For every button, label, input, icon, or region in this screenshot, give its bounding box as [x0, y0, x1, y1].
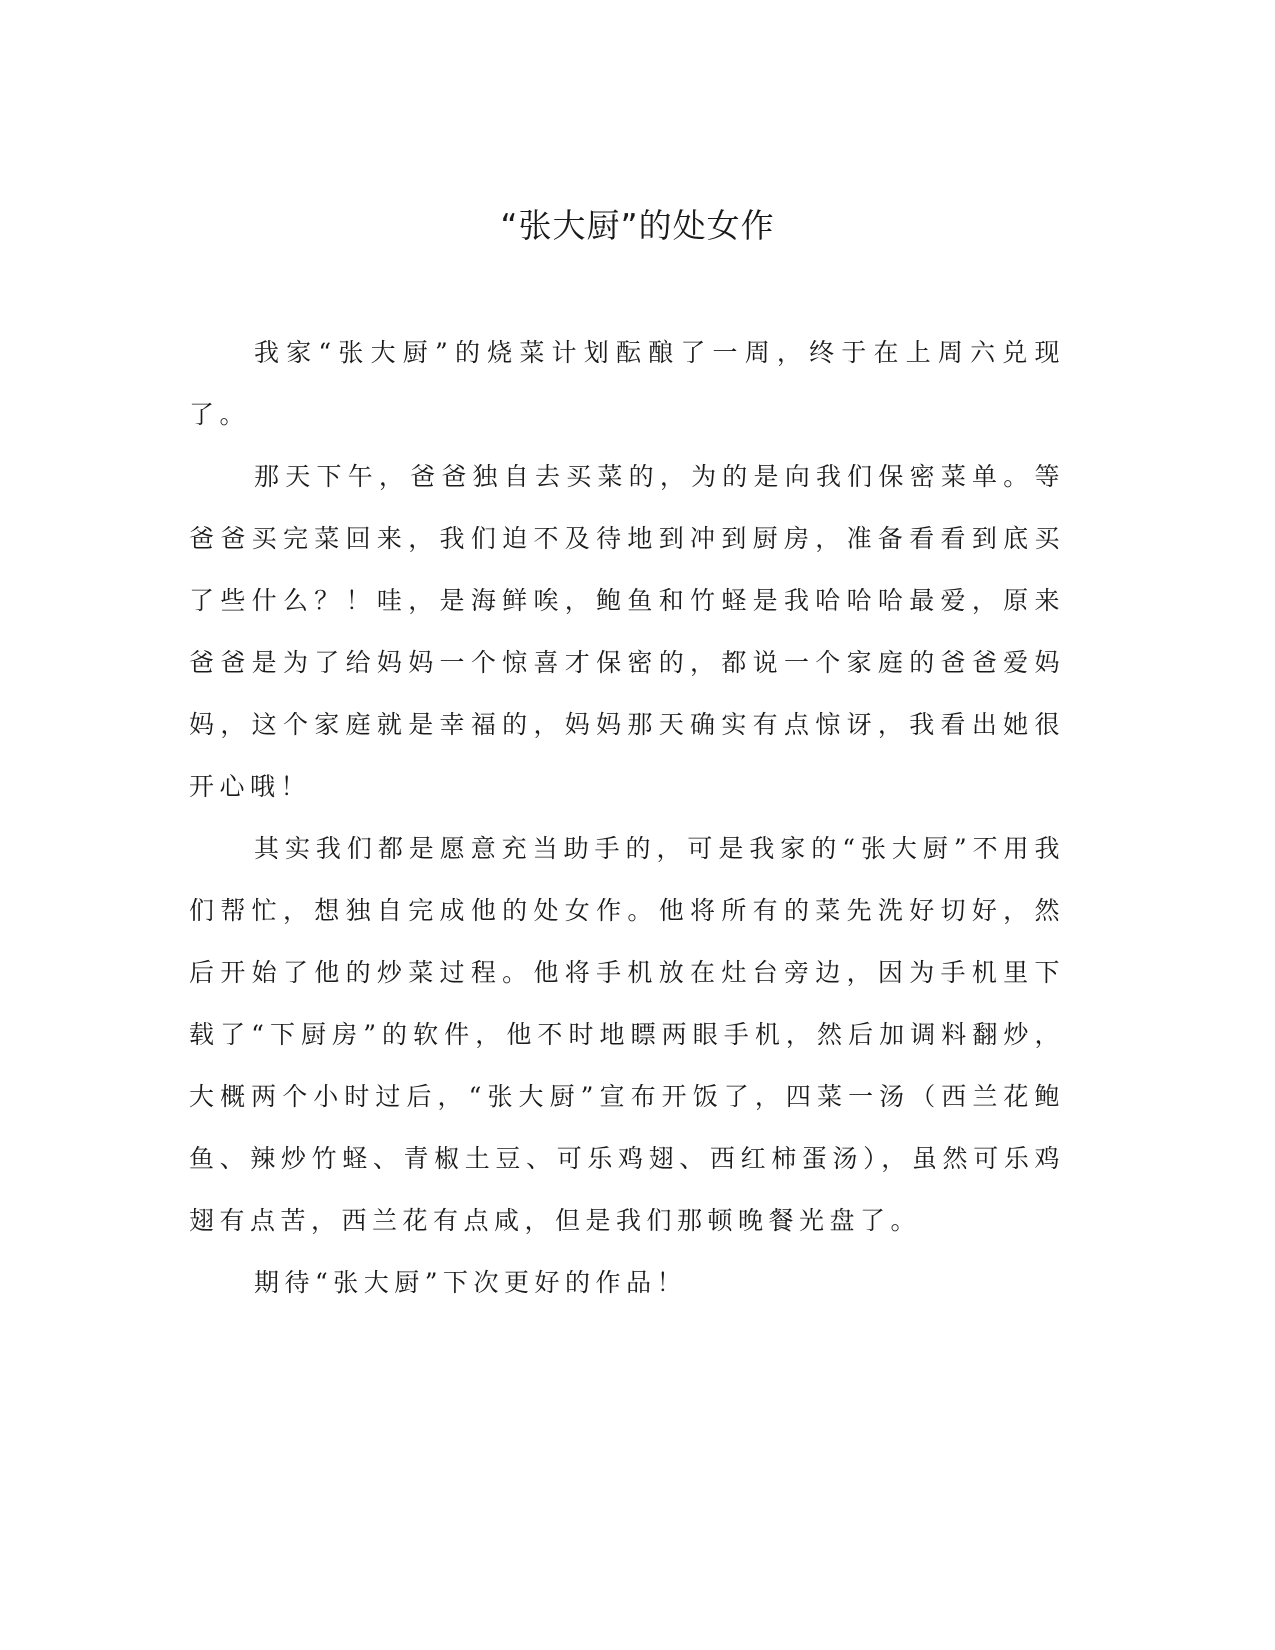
paragraph-4: 期待“张大厨”下次更好的作品！	[254, 1268, 688, 1297]
document-body	[189, 322, 1065, 1314]
paragraph-1: 我家“张大厨”的烧菜计划酝酿了一周，终于在上周六兑现了。	[189, 338, 1065, 429]
paragraph-3: 其实我们都是愿意充当助手的，可是我家的“张大厨”不用我们帮忙，想独自完成他的处女作。他将所有的菜先洗好切好，然后开始了他的炒菜过程。他将手机放在灶台旁边，因为手机里下载了“下厨房”的软件，他不时地瞟两眼手机，然后加调料翻炒，大概两个小时过后，“张大厨”宣布开饭了，四菜一汤（西兰花鲍鱼、辣炒竹蛏、青椒土豆、可乐鸡翅、西红柿蛋汤），虽然可乐鸡翅有点苦，西兰花有点咸，但是我们那顿晚餐光盘了。	[189, 834, 1065, 1235]
paragraph-2: 那天下午，爸爸独自去买菜的，为的是向我们保密菜单。等爸爸买完菜回来，我们迫不及待地到冲到厨房，准备看看到底买了些什么？！哇，是海鲜唉，鲍鱼和竹蛏是我哈哈哈最爱，原来爸爸是为了给妈妈一个惊喜才保密的，都说一个家庭的爸爸爱妈妈，这个家庭就是幸福的，妈妈那天确实有点惊讶，我看出她很开心哦！	[189, 462, 1065, 801]
document-title: “张大厨”的处女作	[500, 206, 775, 245]
